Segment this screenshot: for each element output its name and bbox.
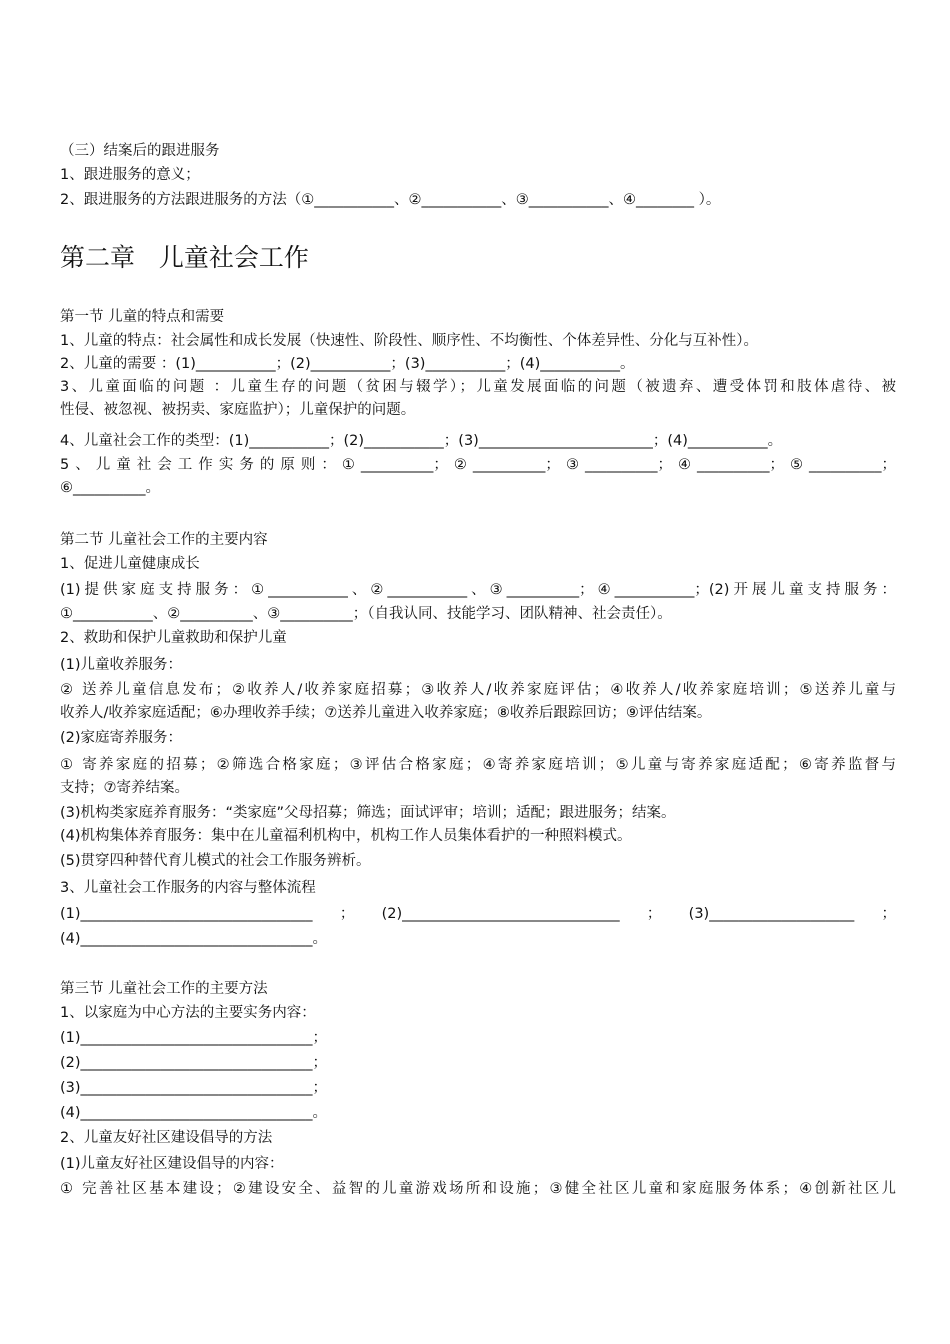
section-1-line-2: 2、儿童的需要 ：(1)___________；(2)___________；(3)___________；(4)___________。 [60,356,635,372]
section-2-para-1a: (1)提供家庭支持服务：①___________、②___________、③__________；④___________；(2)开展儿童支持服务： [60,582,896,598]
alternative-care-analysis: (5)贯穿四种替代育儿模式的社会工作服务辨析。 [60,853,371,869]
adoption-service-line-a: ② 送养儿童信息发布；②收养人/收养家庭招募；③收养人/收养家庭评估；④收养人/收养家庭培训；⑤送养儿童与 [60,682,896,698]
followup-item-1: 1、跟进服务的意义； [60,167,200,183]
service-flow-blanks-1: (1)________________________________ ； (2)______________________________ ； (3)____________________ ； [60,906,896,922]
section-3-heading-1: 1、以家庭为中心方法的主要实务内容： [60,1005,316,1021]
chapter-title: 第二章 儿童社会工作 [60,243,309,272]
section-1-title: 第一节 儿童的特点和需要 [60,309,225,325]
section-1-line-3a: 3、儿童面临的问题 ：儿童生存的问题（贫困与辍学）；儿童发展面临的问题（被遗弃、遭受体罚和肢体虐待、被 [60,379,896,395]
adoption-service-line-b: 收养人/收养家庭适配；⑥办理收养手续；⑦送养儿童进入收养家庭；⑧收养后跟踪回访；⑨评估结案。 [60,705,712,721]
section-2-title: 第二节 儿童社会工作的主要内容 [60,532,268,548]
family-method-blank-2: (2)________________________________； [60,1055,328,1071]
service-flow-blanks-2: (4)________________________________。 [60,931,328,947]
foster-service-title: (2)家庭寄养服务： [60,730,183,746]
section-2-heading-2: 2、救助和保护儿童救助和保护儿童 [60,630,287,646]
section-3-heading-2: 2、儿童友好社区建设倡导的方法 [60,1130,273,1146]
section-1-line-3b: 性侵、被忽视、被拐卖、家庭监护）；儿童保护的问题。 [60,402,416,418]
section-2-para-1b: ①___________、②__________、③__________；（自我认同、技能学习、团队精神、社会责任）。 [60,606,672,622]
family-method-blank-4: (4)________________________________。 [60,1105,328,1121]
section-3-title: 第三节 儿童社会工作的主要方法 [60,981,268,997]
family-method-blank-3: (3)________________________________； [60,1080,328,1096]
section-2-heading-3: 3、儿童社会工作服务的内容与整体流程 [60,880,316,896]
family-method-blank-1: (1)________________________________； [60,1030,328,1046]
community-advocacy-line: ① 完善社区基本建设；②建设安全、益智的儿童游戏场所和设施；③健全社区儿童和家庭服务体系；④创新社区儿 [60,1181,896,1197]
followup-item-2: 2、跟进服务的方法跟进服务的方法（①___________、②___________、③___________、④________ ）。 [60,192,721,208]
section-1-line-5a: 5、儿童社会工作实务的原则：①__________；②__________；③__________；④__________；⑤__________； [60,457,896,473]
section-2-heading-1: 1、促进儿童健康成长 [60,556,200,572]
section-1-line-1: 1、儿童的特点：社会属性和成长发展（快速性、阶段性、顺序性、不均衡性、个体差异性、分化与互补性）。 [60,333,758,349]
institutional-family-service: (3)机构类家庭养育服务：“类家庭”父母招募；筛选；面试评审；培训；适配；跟进服务；结案。 [60,805,676,821]
foster-service-line-a: ① 寄养家庭的招募；②筛选合格家庭；③评估合格家庭；④寄养家庭培训；⑤儿童与寄养家庭适配；⑥寄养监督与 [60,757,896,773]
institutional-group-service: (4)机构集体养育服务：集中在儿童福利机构中，机构工作人员集体看护的一种照料模式。 [60,828,632,844]
section-1-line-4: 4、儿童社会工作的类型：(1)___________；(2)___________；(3)________________________；(4)___________。 [60,433,783,449]
adoption-service-title: (1)儿童收养服务： [60,657,183,673]
community-advocacy-title: (1)儿童友好社区建设倡导的内容： [60,1156,284,1172]
section-1-line-5b: ⑥__________。 [60,480,160,496]
foster-service-line-b: 支持；⑦寄养结案。 [60,780,189,796]
followup-heading: （三）结案后的跟进服务 [60,143,220,159]
